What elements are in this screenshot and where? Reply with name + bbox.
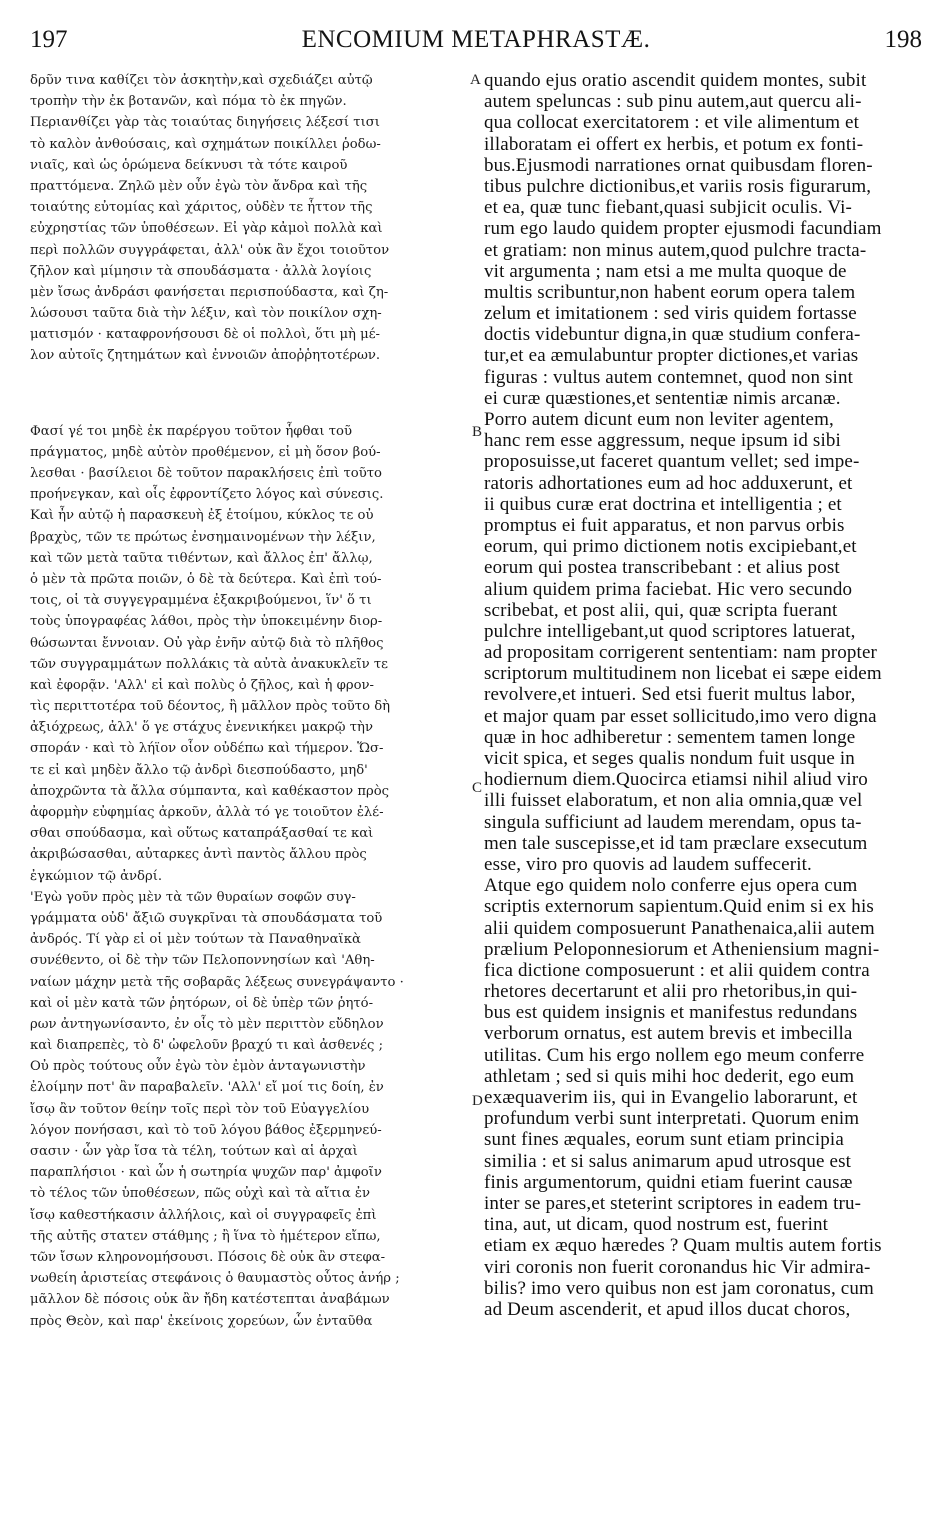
text-line: finis argumentorum, quidni etiam fuerint causæ — [484, 1171, 853, 1193]
text-line: καὶ οἱ μὲν κατὰ τῶν ῥητόρων, οἱ δὲ ὑπὲρ τῶν ῥητό- — [30, 995, 374, 1011]
text-line: multis scribuntur,non habent eorum opera talem — [484, 281, 856, 303]
text-line: fica dictione composuerunt : et alii quidem contra — [484, 959, 870, 981]
text-line: Οὐ πρὸς τούτους οὖν ἐγὼ τὸν ἐμὸν ἀνταγωνιστὴν — [30, 1059, 366, 1075]
text-line: ἀξιόχρεως, ἀλλ' ὅ γε στάχυς ἐνενικήκει μακρῷ τὴν — [30, 720, 373, 736]
text-line: Περιανθίζει γὰρ τὰς τοιαύτας διηγήσεις λέξεσί τισι — [30, 115, 380, 131]
text-line: τοὺς ὑπογραφέας λάθοι, πρὸς τὴν ὑποκειμένην διορ- — [30, 614, 383, 630]
margin-marker-a: A — [470, 72, 481, 88]
text-line: Atque ego quidem nolo conferre ejus opera cum — [484, 875, 858, 897]
text-line: τοις, οἱ τὰ συγγεγραμμένα ἐξακριβούμενοι, ἵν' ὅ τι — [30, 593, 372, 609]
text-line: hodiernum diem.Quocirca etiamsi nihil aliud viro — [484, 769, 868, 791]
text-line: etiam ex æquo hæredes ? Quam multis autem fortis — [484, 1235, 882, 1257]
text-line: figuras : vultus autem contemnet, quod non sint — [484, 366, 854, 388]
text-line: rhetores decertarunt et alii pro rhetoribus,in qui- — [484, 981, 858, 1003]
text-line: verborum ornatus, est autem brevis et imbecilla — [484, 1023, 853, 1045]
text-line: athletam ; sed si quis mihi hoc dederit, ego eum — [484, 1065, 855, 1087]
latin-column — [484, 70, 924, 1320]
text-line: νιαῖς, καὶ ὡς ὁρώμενα δείκνυσι τὰ τότε καιροῦ — [30, 157, 348, 173]
text-line: ναίων μάχην μετὰ τῆς σοβαρᾶς λέξεως συνεγράψαντο · — [30, 974, 404, 990]
text-line: alii quidem composuerunt Panathenaica,alii autem — [484, 917, 875, 939]
text-line: illaboratam ei offert ex herbis, et potum ex fonti- — [484, 133, 864, 155]
text-line: viri coronis non fuerit coronandus hic Vir admira- — [484, 1256, 871, 1278]
paragraph-gap — [30, 367, 480, 421]
text-line: Φασί γέ τοι μηδὲ ἐκ παρέργου τοῦτον ἧφθαι τοῦ — [30, 423, 353, 439]
text-line: ἴσῳ ἂν τοῦτον θείην τοῖς περὶ τὸν τοῦ Εὐαγγελίου — [30, 1101, 370, 1117]
text-line: σασιν · ὧν γὰρ ἴσα τὰ τέλη, τούτων καὶ αἱ ἀρχαὶ — [30, 1144, 358, 1159]
text-line: πρὸς Θεὸν, καὶ παρ' ἐκείνοις χορεύων, ὧν ἐνταῦθα — [30, 1313, 373, 1329]
text-line: ratoris adhortationes eum ad hoc adduxerunt, et — [484, 472, 853, 494]
text-line: utilitas. Cum his ergo nollem ego meum conferre — [484, 1044, 865, 1066]
page-number-left: 197 — [30, 26, 68, 53]
text-line: rum ego laudo quidem propter ejusmodi facundiam — [484, 218, 882, 240]
text-line: sunt fines æquales, eorum sunt etiam principia — [484, 1129, 844, 1151]
text-line: δρῦν τινα καθίζει τὸν ἀσκητὴν,καὶ σχεδιάζει αὐτῷ — [30, 73, 373, 88]
margin-marker-d: D — [472, 1093, 483, 1109]
text-line: ζῆλον καὶ μίμησιν τὰ σπουδάσματα · ἀλλὰ λογίοις — [30, 263, 372, 279]
text-line: βραχὺς, τῶν τε πρώτως ἐνσημαινομένων τὴν λέξιν, — [30, 529, 376, 545]
text-line: Porro autem dicunt eum non leviter agentem, — [484, 409, 834, 430]
text-line: pulchre intelligebant,ut quod scriptores latuerat, — [484, 620, 856, 642]
text-line: tibus pulchre dictionibus,et variis rosis figurarum, — [484, 175, 872, 197]
text-line: τροπὴν τὴν ἐκ βοτανῶν, καὶ πόμα τὸ ἐκ πηγῶν. — [30, 94, 347, 110]
text-line: et major quam par esset sollicitudo,imo vero digna — [484, 705, 877, 727]
text-line: doctis videbuntur digna,in quæ studium confera- — [484, 324, 861, 346]
text-line: scriptis externorum sapientum.Quid enim si ex his — [484, 896, 874, 918]
text-line: inter se pares,et steterint scriptores in eadem tru- — [484, 1192, 862, 1214]
text-line: μὲν ἴσως ἀνδράσι φανήσεται περισπούδαστα, καὶ ζη- — [30, 284, 389, 300]
greek-paragraph-2 — [30, 421, 483, 1332]
text-line: autem speluncas : sub pinu autem,aut quercu ali- — [484, 91, 862, 113]
text-line: vicit spica, et seges qualis nondum fuit usque in — [484, 748, 855, 769]
running-title: ENCOMIUM METAPHRASTÆ. — [301, 26, 651, 53]
running-header — [30, 26, 922, 58]
text-line: et gratiam: non minus autem,quod pulchre tracta- — [484, 239, 867, 261]
text-line: καὶ διαπρεπὲς, τὸ δ' ὠφελοῦν βραχύ τι καὶ ἀσθενές ; — [30, 1038, 384, 1054]
text-line: quando ejus oratio ascendit quidem montes, subit — [484, 70, 867, 91]
text-line: τῆς αὐτῆς στατεν στάθμης ; ἢ ἵνα τὸ ἡμέτερον εἴπω, — [30, 1228, 381, 1244]
text-line: bus.Ejusmodi narrationes ornat quibusdam floren- — [484, 154, 873, 176]
text-line: ὁ μὲν τὰ πρῶτα ποιῶν, ὁ δὲ τὰ δεύτερα. Καὶ ἐπὶ τού- — [30, 571, 382, 587]
text-line: zelum et imitationem : sed viris quidem fortasse — [484, 303, 857, 325]
text-line: exæquaverim iis, qui in Evangelio laborarunt, et — [484, 1087, 858, 1108]
text-line: ρων ἀντηγωνίσαντο, ἐν οἷς τὸ μὲν περιττὸν εὔδηλον — [30, 1016, 384, 1032]
text-line: προήνεγκαν, καὶ οἷς ἐφροντίζετο λόγος καὶ σύνεσις. — [30, 487, 384, 503]
text-line: ἀποχρῶντα τὰ ἄλλα σύμπαντα, καὶ καθέκαστον πρὸς — [30, 783, 390, 799]
text-line: tur,et ea æmulabuntur propter dictiones,et varias — [484, 345, 859, 367]
text-line: bus est quidem insignis et manifestus redundans — [484, 1002, 858, 1024]
text-line: ei curæ quæstiones,et sententiæ nimis arcanæ. — [484, 387, 841, 409]
text-line: πράγματος, μηδὲ αὐτὸν προθέμενον, εἰ μὴ ὅσον βού- — [30, 444, 381, 460]
text-line: λον αὐτοῖς ζητημάτων καὶ ἐννοιῶν ἀποῤῥητοτέρων. — [30, 348, 381, 364]
text-line: σποράν · καὶ τὸ λήϊον οἷον οὐδέπω καὶ τήμερον. Ὥσ- — [30, 741, 384, 757]
text-line: prælium Peloponnesiorum et Atheniensium magni- — [484, 938, 880, 960]
text-line: revolvere,et intueri. Sed etsi fuerit multus labor, — [484, 684, 856, 706]
text-line: ἀφορμὴν εὐφημίας ἀρκοῦν, ἀλλὰ τό γε τοιοῦτον ἐλέ- — [30, 805, 384, 820]
greek-paragraph-1 — [30, 70, 480, 367]
text-line: vit argumenta ; nam etsi a me multa quoque de — [484, 260, 847, 282]
text-line: hanc rem esse aggressum, neque ipsum id sibi — [484, 430, 841, 452]
text-line: τοιαύτης εὐτομίας καὶ χάριτος, οὐδὲν τε ἧττον τῆς — [30, 200, 373, 216]
text-line: similia : et si salus animarum apud utrosque est — [484, 1150, 852, 1172]
text-line: τῶν ἴσων κληρονομήσουσι. Πόσοις δὲ οὐκ ἂν στεφα- — [30, 1249, 386, 1265]
text-line: λώσουσι ταῦτα διὰ τὴν λέξιν, καὶ τὸν ποικίλον σχη- — [30, 306, 382, 322]
text-line: quæ in hoc adhiberetur : sementem tamen longe — [484, 726, 856, 748]
text-line: καὶ τῶν μετὰ ταῦτα τιθέντων, καὶ ἄλλος ἐπ' ἄλλῳ, — [30, 550, 373, 566]
text-line: Καὶ ἦν αὐτῷ ἡ παρασκευὴ ἐξ ἑτοίμου, κύκλος τε οὐ — [30, 508, 374, 524]
text-line: eorum, qui primo dictionem notis excipiebant,et — [484, 536, 857, 558]
text-line: ἀκριβώσασθαι, αὐταρκες ἀντὶ παντὸς ἄλλου πρὸς — [30, 847, 367, 863]
text-line: ματισμόν · καταφρονήσουσι δὲ οἱ πολλοὶ, ὅτι μὴ μέ- — [30, 327, 381, 343]
text-line: singula sufficiunt ad laudem merendam, opus ta- — [484, 811, 862, 833]
text-line: tina, aut, ut dicam, quod nostrum est, fuerint — [484, 1214, 829, 1236]
greek-column — [30, 70, 483, 1332]
text-line: scriptorum multitudinem non licebat ei sæpe eidem — [484, 663, 882, 685]
text-line: νωθείη ἀριστείας στεφάνοις ὁ θαυμαστὸς οὗτος ἀνήρ ; — [30, 1271, 400, 1287]
text-line: καὶ ἐφορᾷν. 'Αλλ' εἰ καὶ πολὺς ὁ ζῆλος, καὶ ἡ φρον- — [30, 677, 375, 693]
text-line: τε εἰ καὶ μηδὲν ἄλλο τῷ ἀνδρὶ διεσπούδαστο, μηδ' — [30, 762, 368, 778]
margin-marker-c: C — [472, 780, 483, 796]
text-line: bilis? imo vero quibus non est jam coronatus, cum — [484, 1277, 874, 1299]
margin-marker-b: B — [472, 424, 483, 440]
text-line: ἴσῳ καθεστήκασιν ἀλλήλοις, καὶ οἱ συγγραφεῖς ἐπὶ — [30, 1207, 377, 1223]
text-line: ἀνδρός. Τί γὰρ εἰ οἱ μὲν τούτων τὰ Παναθηναϊκὰ — [30, 932, 361, 948]
text-line: γράμματα οὐδ' ἄξιῶ συγκρῖναι τὰ σπουδάσματα τοῦ — [30, 910, 383, 926]
text-line: ad propositam corrigerent sententiam: nam propter — [484, 642, 878, 664]
text-line: σθαι σπούδασμα, καὶ οὕτως καταπράξασθαί τε καὶ — [30, 826, 374, 842]
text-line: εὐχρηστίας τῶν ὑποθέσεων. Εἰ γὰρ κἀμοὶ πολλὰ καὶ — [30, 221, 383, 237]
text-line: τὶς περιττοτέρα τοῦ δέοντος, ἢ μᾶλλον πρὸς τοῦτο δὴ — [30, 699, 391, 715]
text-line: alium quidem prima faciebat. Hic vero secundo — [484, 578, 853, 600]
text-line: ad Deum ascenderit, et apud illos ducat choros, — [484, 1298, 851, 1320]
text-line: μᾶλλον δὲ πόσοις οὐκ ἂν ἤδη κατέστεπται ἀναβάμων — [30, 1292, 390, 1308]
text-line: qua collocat exercitatorem : et vile alimentum et — [484, 112, 860, 134]
text-line: ii quibus curæ erat doctrina et intelligentia ; et — [484, 493, 842, 515]
text-line: λόγον πονήσασι, καὶ τὸ τοῦ λόγου βάθος ἐξερμηνεύ- — [30, 1122, 382, 1138]
text-line: θώσωνται ἔννοιαν. Οὐ γὰρ ἐνῆν αὐτῷ διὰ τὸ πλῆθος — [30, 635, 384, 651]
text-line: ἐλοίμην ποτ' ἂν παραβαλεῖν. 'Αλλ' εἴ μοί τις δοίη, ἐν — [30, 1080, 384, 1096]
text-line: ἐγκώμιον τῷ ἀνδρί. — [30, 868, 163, 884]
text-line: τὸ καλὸν ἀνθούσαις, καὶ σχημάτων ποικίλλει ῥοδω- — [30, 136, 381, 152]
text-line: περὶ πολλῶν συγγράφεται, ἀλλ' οὐκ ἂν ἔχοι τοιοῦτον — [30, 242, 390, 258]
text-line: τὸ τέλος τῶν ὑποθέσεων, πῶς οὐχὶ καὶ τὰ αἴτια ἐν — [30, 1186, 371, 1202]
text-line: eorum qui postea transcribebant : et alius post — [484, 557, 840, 579]
text-line: τῶν συγγραμμάτων πολλάκις τὰ αὐτὰ ἀνακυκλεῖν τε — [30, 656, 388, 672]
text-line: promptus ei fuit apparatus, et non parvus orbis — [484, 514, 845, 536]
text-line: πραττόμενα. Ζηλῶ μὲν οὖν ἐγὼ τὸν ἄνδρα καὶ τῆς — [30, 178, 368, 194]
text-line: illi fuisset elaboratum, et non alia omnia,quæ vel — [484, 790, 863, 812]
text-line: παραπλήσιοι · καὶ ὧν ἡ σωτηρία ψυχῶν παρ' ἀμφοῖν — [30, 1165, 382, 1181]
text-line: συνέθεντο, οἱ δὲ τὴν τῶν Πελοποννησίων καὶ 'Αθη- — [30, 953, 375, 969]
text-line: 'Εγὼ γοῦν πρὸς μὲν τὰ τῶν θυραίων σοφῶν συγ- — [30, 889, 356, 905]
text-line: profundum verbi sunt interpretati. Quorum enim — [484, 1108, 860, 1130]
text-line: scribebat, et post alii, qui, quæ scripta fuerant — [484, 599, 838, 621]
text-line: men tale suscepisse,et id tam præclare exsecutum — [484, 832, 868, 854]
text-line: esse, viro pro quovis ad laudem suffecerit. — [484, 853, 812, 875]
text-line: λεσθαι · βασίλειοι δὲ τοῦτον παρακλήσεις ἐπὶ τοῦτο — [30, 466, 382, 481]
text-line: et ea, quæ tunc fiebant,quasi subjicit oculis. Vi- — [484, 197, 852, 219]
page-number-right: 198 — [884, 26, 922, 53]
text-line: proposuisse,ut faceret quantum vellet; sed impe- — [484, 451, 860, 473]
